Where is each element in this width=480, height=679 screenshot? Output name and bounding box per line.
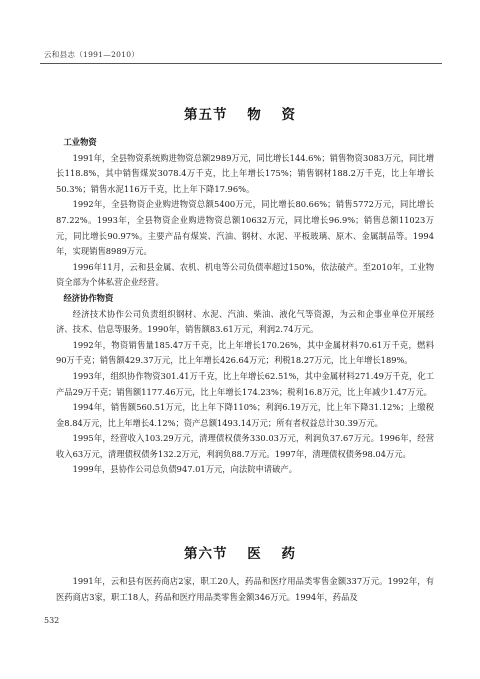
section-title-wuzi: 第五节 物 资 xyxy=(184,107,296,123)
paragraph: 1994年，销售额560.51万元，比上年下降110%；利润6.19万元，比上年下降31.12%；上缴税金8.84万元，比上年增长4.12%；资产总额1493.14万元；所有者权益总计30.39万元。 xyxy=(56,402,434,428)
header-rule xyxy=(40,63,442,64)
running-header: 云和县志（1991—2010） xyxy=(44,50,140,59)
section-body-wuzi xyxy=(56,135,434,478)
paragraph: 经济技术协作公司负责组织钢材、水泥、汽油、柴油、液化气等资源，为云和企事业单位开展经济、技术、信息等服务。1990年，销售额83.61万元，利润2.74万元。 xyxy=(56,308,434,335)
section-body-yiyao xyxy=(56,574,434,605)
paragraph: 1999年，县协作公司总负债947.01万元，向法院申请破产。 xyxy=(72,464,297,475)
section-title-yiyao: 第六节 医 药 xyxy=(184,546,296,562)
paragraph: 1996年11月，云和县金属、农机、机电等公司负债率超过150%，依法破产。至2010年，工业物资全部为个体私营企业经营。 xyxy=(56,261,434,288)
paragraph: 1991年，云和县有医药商店2家，职工20人，药品和医疗用品类零售金额337万元。1992年，有医药商店3家，职工18人，药品和医疗用品类零售金额346万元。1994年，药品及 xyxy=(56,576,434,602)
paragraph: 1991年，全县物资系统购进物资总额2989万元，同比增长144.6%；销售物资3083万元，同比增长118.8%，其中销售煤炭3078.4万千克，比上年增长175%；销售钢材188.2万千克，比上年增长50.3%；销售水泥116万千克，比上年下降17.96%。 xyxy=(56,152,434,194)
paragraph: 1992年，物资销售量185.47万千克，比上年增长170.26%，其中金属材料70.61万千克，燃料90万千克；销售额429.37万元，比上年增长426.64万元；利税18.27万元，比上年增长189%。 xyxy=(56,339,434,366)
subhead-industrial-materials: 工业物资 xyxy=(63,137,97,147)
paragraph: 1992年，全县物资企业购进物资总额5400万元，同比增长80.66%；销售5772万元，同比增长87.22%。1993年，全县物资企业购进物资总额10632万元，同比增长96.9%；销售总额11023万元，同比增长90.97%。主要产品有煤炭、汽油、钢材、水泥、平板玻璃、原木、金属制品等。1994年，实现销售8989万元。 xyxy=(56,199,434,257)
paragraph: 1993年，组织协作物资301.41万千克，比上年增长62.51%，其中金属材料271.49万千克，化工产品29万千克；销售额1177.46万元，比上年增长174.23%；税利16.8万元，比上年减少1.47万元。 xyxy=(56,370,434,397)
paragraph: 1995年，经营收入103.29万元，清理债权债务330.03万元，利润负37.67万元。1996年，经营收入63万元，清理债权债务132.2万元，利润负88.7万元。1997年，清理债权债务98.04万元。 xyxy=(56,433,434,459)
page-number: 532 xyxy=(44,616,60,625)
subhead-cooperation-materials: 经济协作物资 xyxy=(63,292,114,303)
